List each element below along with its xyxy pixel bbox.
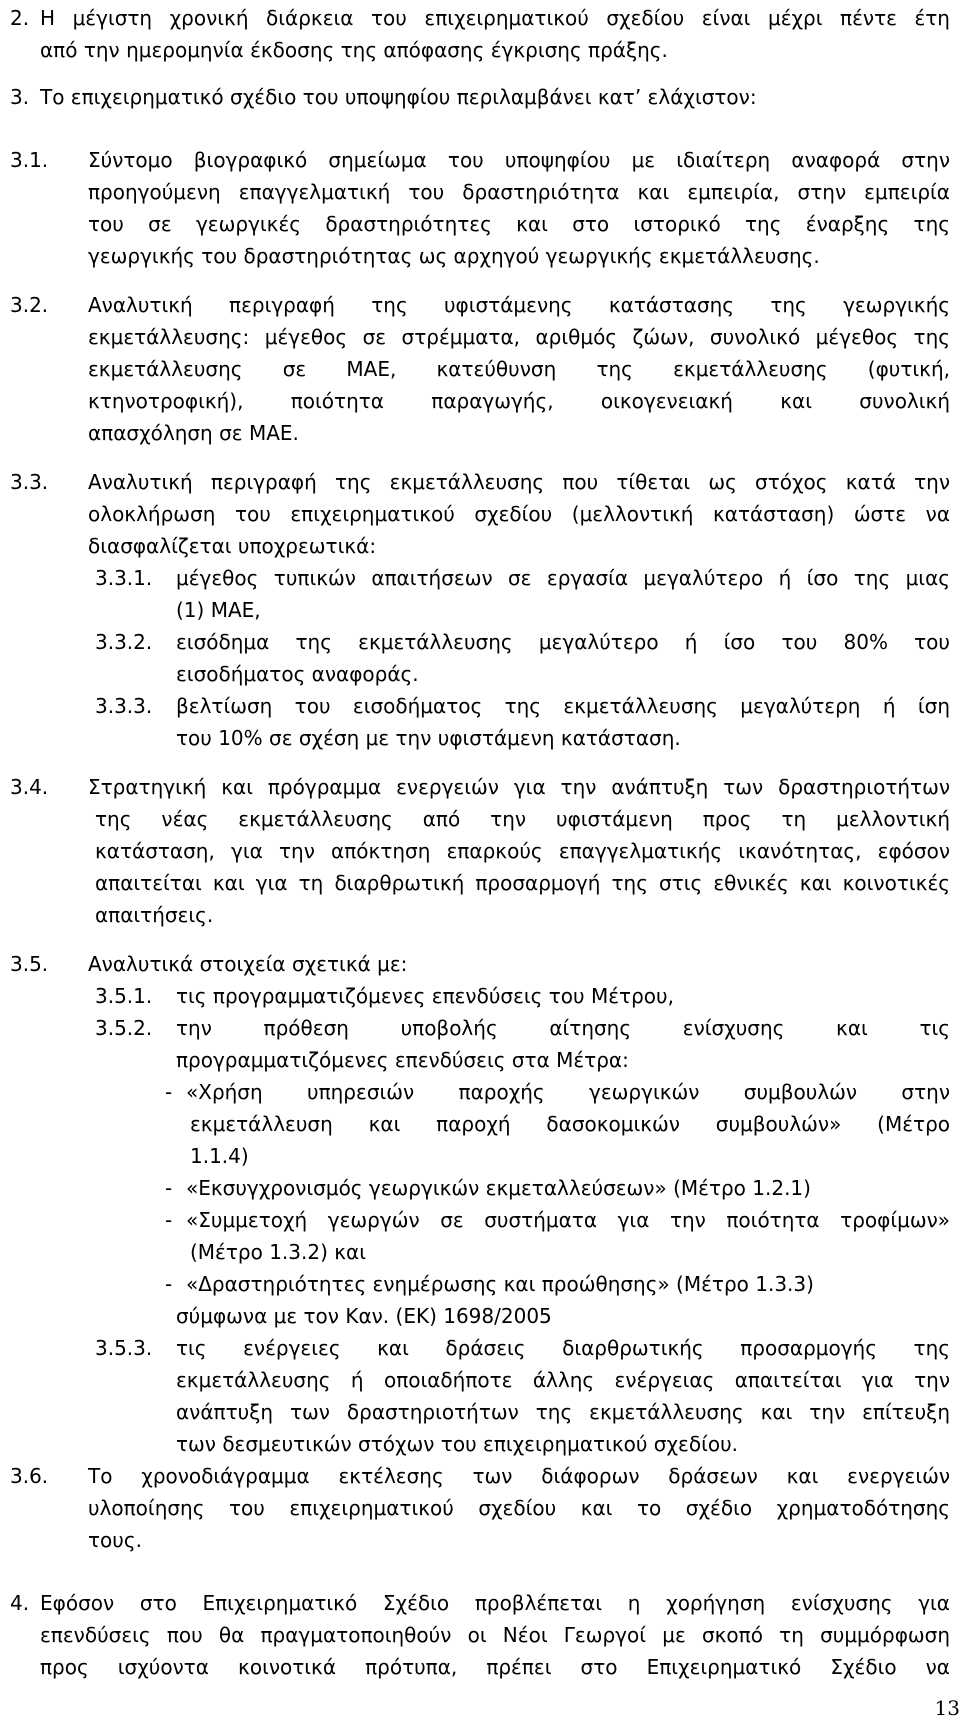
item-number: 4. — [10, 1591, 30, 1615]
paragraph-line: σύμφωνα με τον Καν. (ΕΚ) 1698/2005 — [176, 1304, 552, 1328]
paragraph-line: προηγούμενη επαγγελματική του δραστηριότητα και εμπειρία, στην εμπειρία — [88, 180, 950, 204]
paragraph-line: εκμετάλλευση και παροχή δασοκομικών συμβουλών» (Μέτρο — [190, 1112, 950, 1136]
paragraph-line: Το χρονοδιάγραμμα εκτέλεσης των διάφορων δράσεων και ενεργειών — [88, 1464, 950, 1488]
paragraph-line: κτηνοτροφική), ποιότητα παραγωγής, οικογενειακή και συνολική — [88, 389, 950, 413]
paragraph-line: μέγεθος τυπικών απαιτήσεων σε εργασία μεγαλύτερο ή ίσο της μιας — [176, 566, 950, 590]
paragraph-line: τις προγραμματιζόμενες επενδύσεις του Μέτρου, — [176, 984, 674, 1008]
paragraph-line: προς ισχύοντα κοινοτικά πρότυπα, πρέπει στο Επιχειρηματικό Σχέδιο να — [40, 1655, 950, 1679]
item-number: 3.5.3. — [95, 1336, 153, 1360]
paragraph-line: Σύντομο βιογραφικό σημείωμα του υποψηφίου με ιδιαίτερη αναφορά στην — [88, 148, 950, 172]
paragraph-line: Αναλυτική περιγραφή της εκμετάλλευσης που τίθεται ως στόχος κατά την — [88, 470, 950, 494]
item-number: - — [165, 1080, 173, 1104]
paragraph-line: τις ενέργειες και δράσεις διαρθρωτικής προσαρμογής της — [176, 1336, 950, 1360]
item-number: 3.4. — [10, 775, 49, 799]
paragraph-line: εισόδημα της εκμετάλλευσης μεγαλύτερο ή ίσο του 80% του — [176, 630, 950, 654]
item-number: 3.1. — [10, 148, 49, 172]
paragraph-line: απαιτείται και για τη διαρθρωτική προσαρμογή της στις εθνικές και κοινοτικές — [95, 871, 950, 895]
paragraph-line: απασχόληση σε ΜΑΕ. — [88, 421, 299, 445]
item-number: - — [165, 1272, 173, 1296]
paragraph-line: προγραμματιζόμενες επενδύσεις στα Μέτρα: — [176, 1048, 629, 1072]
paragraph-line: «Δραστηριότητες ενημέρωσης και προώθησης» (Μέτρο 1.3.3) — [186, 1272, 814, 1296]
paragraph-line: βελτίωση του εισοδήματος της εκμετάλλευσης μεγαλύτερη ή ίση — [176, 694, 950, 718]
item-number: 3.6. — [10, 1464, 49, 1488]
item-number: 3.5.2. — [95, 1016, 153, 1040]
item-number: 3.3.3. — [95, 694, 153, 718]
item-number: 3.5. — [10, 952, 49, 976]
item-number: 3.3. — [10, 470, 49, 494]
paragraph-line: διασφαλίζεται υποχρεωτικά: — [88, 534, 377, 558]
paragraph-line: «Χρήση υπηρεσιών παροχής γεωργικών συμβουλών στην — [186, 1080, 950, 1104]
paragraph-line: τους. — [88, 1528, 142, 1552]
item-number: - — [165, 1208, 173, 1232]
paragraph-line: των δεσμευτικών στόχων του επιχειρηματικού σχεδίου. — [176, 1432, 739, 1456]
paragraph-line: Αναλυτική περιγραφή της υφιστάμενης κατάστασης της γεωργικής — [88, 293, 950, 317]
paragraph-line: (Μέτρο 1.3.2) και — [190, 1240, 366, 1264]
item-number: 3.2. — [10, 293, 49, 317]
paragraph-line: 1.1.4) — [190, 1144, 249, 1168]
paragraph-line: υλοποίησης του επιχειρηματικού σχεδίου και το σχέδιο χρηματοδότησης — [88, 1496, 950, 1520]
paragraph-line: γεωργικής του δραστηριότητας ως αρχηγού γεωργικής εκμετάλλευσης. — [88, 244, 820, 268]
paragraph-line: «Συμμετοχή γεωργών σε συστήματα για την ποιότητα τροφίμων» — [186, 1208, 950, 1232]
paragraph-line: από την ημερομηνία έκδοσης της απόφασης έγκρισης πράξης. — [40, 38, 668, 62]
item-number: 3. — [10, 85, 30, 109]
page-number: 13 — [934, 1696, 960, 1720]
paragraph-line: επενδύσεις που θα πραγματοποιηθούν οι Νέοι Γεωργοί με σκοπό τη συμμόρφωση — [40, 1623, 950, 1647]
paragraph-line: Εφόσον στο Επιχειρηματικό Σχέδιο προβλέπεται η χορήγηση ενίσχυσης για — [40, 1591, 950, 1615]
paragraph-line: εισοδήματος αναφοράς. — [176, 662, 419, 686]
paragraph-line: (1) ΜΑΕ, — [176, 598, 261, 622]
paragraph-line: εκμετάλλευσης ή οποιαδήποτε άλλης ενέργειας απαιτείται για την — [176, 1368, 950, 1392]
item-number: 3.3.1. — [95, 566, 153, 590]
paragraph-line: «Εκσυγχρονισμός γεωργικών εκμεταλλεύσεων» (Μέτρο 1.2.1) — [186, 1176, 811, 1200]
paragraph-line: Στρατηγική και πρόγραμμα ενεργειών για την ανάπτυξη των δραστηριοτήτων — [88, 775, 950, 799]
paragraph-line: απαιτήσεις. — [95, 903, 214, 927]
paragraph-line: του 10% σε σχέση με την υφιστάμενη κατάσταση. — [176, 726, 681, 750]
item-number: 2. — [10, 6, 30, 30]
paragraph-line: του σε γεωργικές δραστηριότητες και στο ιστορικό της έναρξης της — [88, 212, 950, 236]
paragraph-line: εκμετάλλευσης: μέγεθος σε στρέμματα, αριθμός ζώων, συνολικό μέγεθος της — [88, 325, 950, 349]
paragraph-line: ανάπτυξη των δραστηριοτήτων της εκμετάλλευσης και την επίτευξη — [176, 1400, 950, 1424]
paragraph-line: Το επιχειρηματικό σχέδιο του υποψηφίου περιλαμβάνει κατ’ ελάχιστον: — [40, 85, 757, 109]
item-number: 3.3.2. — [95, 630, 153, 654]
paragraph-line: ολοκλήρωση του επιχειρηματικού σχεδίου (μελλοντική κατάσταση) ώστε να — [88, 502, 950, 526]
paragraph-line: εκμετάλλευσης σε ΜΑΕ, κατεύθυνση της εκμετάλλευσης (φυτική, — [88, 357, 950, 381]
paragraph-line: κατάσταση, για την απόκτηση επαρκούς επαγγελματικής ικανότητας, εφόσον — [95, 839, 950, 863]
paragraph-line: της νέας εκμετάλλευσης από την υφιστάμενη προς τη μελλοντική — [95, 807, 950, 831]
paragraph-line: την πρόθεση υποβολής αίτησης ενίσχυσης και τις — [176, 1016, 950, 1040]
item-number: - — [165, 1176, 173, 1200]
paragraph-line: Αναλυτικά στοιχεία σχετικά με: — [88, 952, 408, 976]
item-number: 3.5.1. — [95, 984, 153, 1008]
paragraph-line: Η μέγιστη χρονική διάρκεια του επιχειρηματικού σχεδίου είναι μέχρι πέντε έτη — [40, 6, 950, 30]
